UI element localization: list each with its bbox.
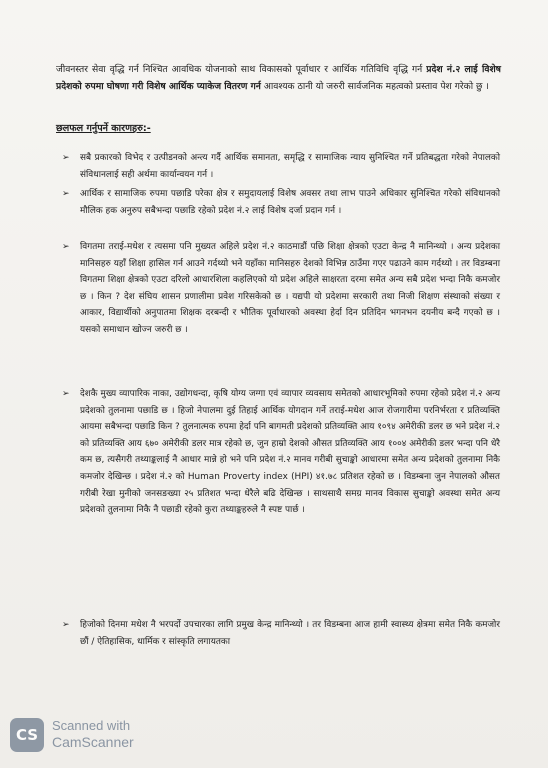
watermark-line-1: Scanned with bbox=[52, 718, 131, 733]
intro-proposal-bold: प्रदेश नं.२ लाई विशेष प्रदेशको रुपमा घोषणा गरी विशेष आर्थिक प्याकेज वितरण गर्न bbox=[56, 64, 501, 92]
intro-text-2: आवश्यक ठानी यो जरुरी सार्वजनिक महत्वको प्रस्ताव पेश गरेको छु । bbox=[263, 80, 489, 92]
camscanner-text bbox=[52, 718, 172, 750]
watermark-line-2: CamScanner bbox=[52, 734, 134, 750]
reason-item-3: विगतमा तराई-मधेश र त्यसमा पनि मुख्यत अहिले प्रदेश नं.२ काठमाडौं पछि शिक्षा क्षेत्रको एउटा केन्द्र नै मानिन्थ्यो । अन्य प्रदेशका मानिसहरु यहाँ शिक्षा हासिल गर्न आउने गर्दथ्यो भने यहाँका मानिसहरु देशको विभिन्न ठाउँमा गएर पढाउने काम गर्दथ्यो । तर विडम्बना विगतमा शिक्षा क्षेत्रको एउटा दरिलो आधारशिला कहलिएको यो प्रदेश अहिले साक्षरता दरमा समेत अन्य सबै प्रदेश भन्दा निकै कमजोर छ । किन ? देश संघिय शासन प्रणालीमा प्रवेश गरिसकेको छ । यद्यपी यो प्रदेशमा सरकारी तथा निजी शिक्षण संस्थाको संख्या र आकार, विद्यार्थीको अनुपातमा शिक्षक दरबन्दी र भौतिक पूर्वाधारको अवस्था हेर्दा दिन प्रतिदिन भगनभन दयनीय बन्दै गएको छ । यसको समाधान खोज्न जरुरी छ । bbox=[80, 242, 500, 335]
bullet-icon: ➢ bbox=[62, 242, 70, 252]
bullet-icon: ➢ bbox=[62, 189, 70, 199]
camscanner-logo-icon: CS bbox=[10, 718, 44, 752]
reason-item-4: देशकै मुख्य व्यापारिक नाका, उद्योगधन्दा, कृषि योग्य जग्गा एवं व्यापार व्यवसाय समेतको आधारभूमिको रुपमा रहेको प्रदेश नं.२ अन्य प्रदेशको तुलनामा पछाडि छ । हिजो नेपालमा दुई तिहाई आर्थिक योगदान गर्ने तराई-मधेश आज रोजगारीमा परनिर्भरता र प्रतिव्यक्ति आयमा सबैभन्दा पछाडि किन ? तुलनात्मक रुपमा हेर्दा पनि बागमती प्रदेशको प्रतिव्यक्ति आय १०९४ अमेरीकी डलर छ भने प्रदेश नं.२ को प्रतिव्यक्ति आय ६७० अमेरीकी डलर मात्र रहेको छ, जुन हाम्रो देशको औसत प्रतिव्यक्ति आय १००४ अमेरीकी डलर भन्दा पनि धेरै कम छ, त्यसैगरी तथ्याङ्कलाई नै आधार मान्ने हो भने पनि प्रदेश नं.२ मानव गरीबी सुचाङ्को आधारमा समेत अन्य प्रदेशको तुलनामा निकै कमजोर देखिन्छ । प्रदेश नं.२ को Human Proverty index (HPI) ४१.७८ प्रतिशत रहेको छ । विडम्बना जुन नेपालको औसत गरीबी रेखा मुनीको जनसङख्या २५ प्रतिशत भन्दा धेरैले बढि देखिन्छ । साथसाथै समग्र मानव विकास सुचाङ्को अवस्था समेत अन्य प्रदेशको तुलनामा निकै नै पछाडी रहेको कुरा तथ्याङ्कहरुले नै स्पष्ट पार्छ । bbox=[80, 389, 500, 516]
section-heading: छलफल गर्नुपर्ने कारणहरु:- bbox=[56, 123, 151, 134]
intro-text-1: जीवनस्तर सेवा वृद्धि गर्न निश्चित आवधिक योजनाको साथ विकासको पूर्वाधार र आर्थिक गतिविधि वृद्धि गर्न bbox=[56, 64, 423, 75]
intro-paragraph bbox=[56, 62, 501, 95]
reason-item-1: सबै प्रकारको विभेद र उत्पीडनको अन्त्य गर्दै आर्थिक समानता, समृद्धि र सामाजिक न्याय सुनिश्चित गर्ने प्रतिबद्धता गरेको नेपालको संविधानलाई सही अर्थमा कार्यान्वयन गर्न । bbox=[80, 153, 500, 180]
bullet-icon: ➢ bbox=[62, 389, 70, 399]
bullet-icon: ➢ bbox=[62, 620, 70, 630]
bullet-icon: ➢ bbox=[62, 153, 70, 163]
reason-item-2: आर्थिक र सामाजिक रुपमा पछाडि परेका क्षेत्र र समुदायलाई विशेष अवसर तथा लाभ पाउने अधिकार सुनिश्चित गरेको संविधानको मौलिक हक अनुरुप सबैभन्दा पछाडि रहेको प्रदेश नं.२ लाई विशेष दर्जा प्रदान गर्न । bbox=[80, 189, 500, 216]
reason-item-5: हिजोको दिनमा मधेश नै भरपर्दो उपचारका लागि प्रमुख केन्द्र मानिन्थ्यो । तर विडम्बना आज हामी स्वास्थ्य क्षेत्रमा समेत निकै कमजोर छौं / ऐतिहासिक, धार्मिक र सांस्कृति लगायतका bbox=[80, 620, 500, 647]
camscanner-watermark bbox=[10, 712, 170, 756]
